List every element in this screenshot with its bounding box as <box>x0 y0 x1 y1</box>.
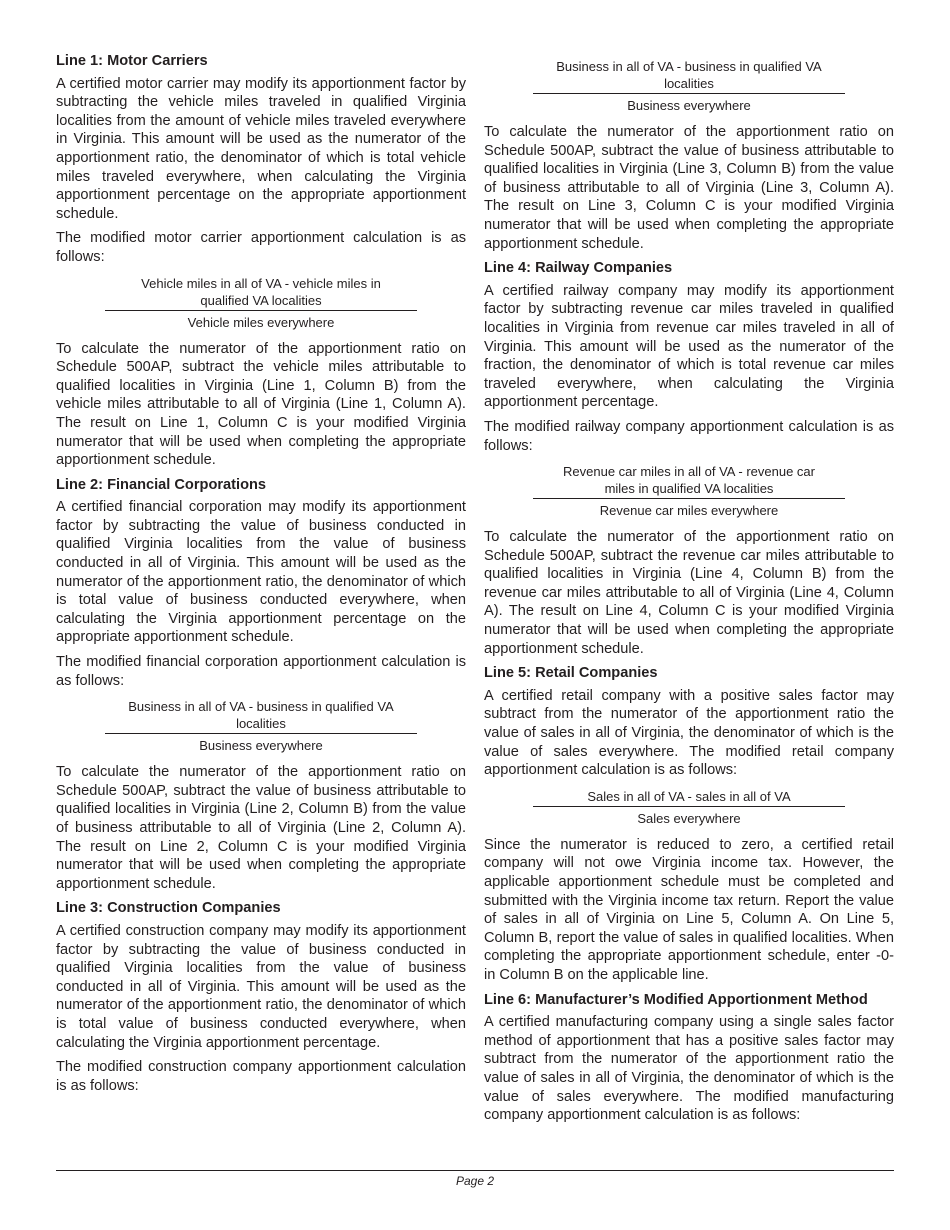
line2-formula-numerator: Business in all of VA - business in qualified VA localities <box>128 699 394 732</box>
line4-formula <box>533 463 845 519</box>
footer-divider <box>56 1170 894 1171</box>
line2-formula <box>105 698 417 754</box>
left-column <box>56 48 466 1101</box>
line4-formula-denominator: Revenue car miles everywhere <box>599 503 779 519</box>
line1-instructions: To calculate the numerator of the apportionment ratio on Schedule 500AP, subtract the vehicle miles attributable to qualified localities in Virginia (Line 1, Column B) from the vehicle miles attributable to all of Virginia (Line 1, Column A). The result on Line 1, Column C is your modified Virginia numerator that will be used when completing the appropriate apportionment schedule. <box>56 340 466 469</box>
line5-formula-denominator: Sales everywhere <box>637 810 741 826</box>
line4-instructions: To calculate the numerator of the apportionment ratio on Schedule 500AP, subtract the revenue car miles attributable to qualified localities in Virginia (Line 4, Column B) from the revenue car miles attributable to all of Virginia (Line 4, Column A). The result on Line 4, Column C is your modified Virginia numerator that will be used when completing the appropriate apportionment schedule. <box>484 529 894 657</box>
line2-intro: The modified financial corporation apportionment calculation is as follows: <box>56 654 466 689</box>
line4-heading: Line 4: Railway Companies <box>484 260 673 277</box>
line3-paragraph: A certified construction company may modify its apportionment factor by subtracting the value of business conducted in qualified Virginia localities from the value of business conducted in all of Virginia. This amount will be used as the numerator of the apportionment ratio, the denominator of which is total value of business conducted everywhere, when calculating the Virginia apportionment percentage. <box>56 922 466 1051</box>
line5-formula <box>533 788 845 827</box>
line3-formula <box>533 58 845 114</box>
line3-formula-denominator: Business everywhere <box>627 98 751 113</box>
line4-paragraph: A certified railway company may modify its apportionment factor by subtracting revenue car miles traveled in qualified localities in Virginia from revenue car miles traveled in all of Virginia. This amount will be used as the numerator of the fraction, the denominator of which is total revenue car miles traveled everywhere, when calculating the Virginia apportionment percentage. <box>484 282 894 411</box>
line5-heading: Line 5: Retail Companies <box>484 665 658 682</box>
line2-paragraph: A certified financial corporation may modify its apportionment factor by subtracting the value of business conducted in qualified Virginia localities from the value of business conducted in all of Virginia. This amount will be used as the numerator of the apportionment ratio, the denominator of which is total value of business conducted everywhere, when calculating the Virginia apportionment percentage on the appropriate apportionment schedule. <box>56 499 466 646</box>
page-number: Page 2 <box>455 1174 495 1188</box>
line6-paragraph: A certified manufacturing company using a single sales factor method of apportionment that has a positive sales factor may subtract from the numerator of the apportionment ratio the value of sales in all of Virginia, the denominator of which is the value of sales everywhere. The modified manufacturing company apportionment calculation is as follows: <box>484 1014 894 1124</box>
line3-instructions: To calculate the numerator of the apportionment ratio on Schedule 500AP, subtract the value of business attributable to qualified localities in Virginia (Line 3, Column B) from the value of business attributable to all of Virginia (Line 3, Column A). The result on Line 3, Column C is your modified Virginia numerator that will be used when completing the appropriate apportionment schedule. <box>484 124 894 252</box>
line1-formula-denominator: Vehicle miles everywhere <box>187 314 335 330</box>
line3-intro: The modified construction company apportionment calculation is as follows: <box>56 1059 466 1094</box>
line5-formula-numerator: Sales in all of VA - sales in all of VA <box>587 788 791 804</box>
line1-paragraph: A certified motor carrier may modify its apportionment factor by subtracting the vehicle miles traveled in qualified Virginia localities from the amount of vehicle miles traveled everywhere in Virginia. This amount will be used as the numerator of the apportionment ratio, the denominator of which is total vehicle miles traveled everywhere, when calculating the Virginia apportionment percentage on the appropriate apportionment schedule. <box>56 75 466 222</box>
line5-instructions: Since the numerator is reduced to zero, a certified retail company will not owe Virginia income tax. However, the applicable apportionment schedule must be completed and submitted with the Virginia income tax return. Report the value of sales in all of Virginia on Line 5, Column A. On Line 5, Column B, report the value of sales in qualified localities. When completing the appropriate apportionment schedule, enter -0- in Column B on the applicable line. <box>484 836 894 983</box>
line5-paragraph: A certified retail company with a positive sales factor may subtract from the numerator of the apportionment ratio the value of sales in all of Virginia, the denominator of which is the value of sales everywhere. The modified retail company apportionment calculation is as follows: <box>484 687 894 779</box>
line3-formula-numerator: Business in all of VA - business in qualified VA localities <box>556 59 822 91</box>
line1-heading: Line 1: Motor Carriers <box>56 53 208 69</box>
right-column <box>484 48 894 1131</box>
line2-formula-denominator: Business everywhere <box>199 738 323 754</box>
line2-instructions: To calculate the numerator of the apportionment ratio on Schedule 500AP, subtract the value of business attributable to qualified localities in Virginia (Line 2, Column B) from the value of business attributable to all of Virginia (Line 2, Column A). The result on Line 2, Column C is your modified Virginia numerator that will be used when completing the appropriate apportionment schedule. <box>56 764 466 892</box>
line4-formula-numerator: Revenue car miles in all of VA - revenue car miles in qualified VA localities <box>563 464 815 497</box>
line3-heading: Line 3: Construction Companies <box>56 900 281 917</box>
line6-heading: Line 6: Manufacturer’s Modified Apportionment Method <box>484 991 868 1008</box>
line1-formula <box>105 275 417 331</box>
line2-heading: Line 2: Financial Corporations <box>56 476 267 493</box>
line1-intro: The modified motor carrier apportionment calculation is as follows: <box>56 230 466 265</box>
line4-intro: The modified railway company apportionment calculation is as follows: <box>484 418 894 454</box>
line1-formula-numerator: Vehicle miles in all of VA - vehicle miles in qualified VA localities <box>141 275 381 308</box>
